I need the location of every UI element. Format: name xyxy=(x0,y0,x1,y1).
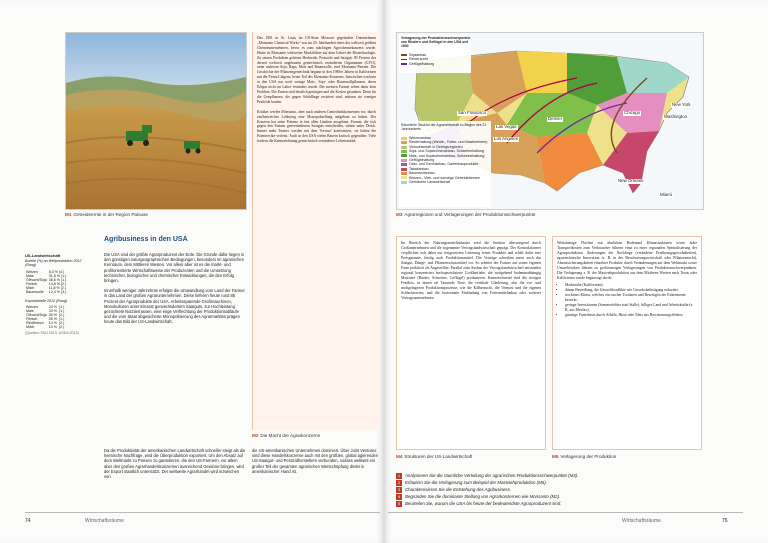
task-text: Begründen Sie die dominante Stellung von Agrarkonzernen wie Monsanto (M2). xyxy=(405,494,561,499)
city-label: New Orleans xyxy=(618,178,644,183)
sidebar-source: (Quellen: FAO 2013, USDA 2013) xyxy=(25,331,79,336)
city-label: Washington xyxy=(664,114,688,119)
task-number: 4 xyxy=(397,493,401,499)
map-caption xyxy=(396,212,702,217)
list-item: • Marktnähe (Kalifornien); xyxy=(565,283,697,288)
task-number: 1 xyxy=(397,472,401,478)
sidebar-subtitle: Anteile (%) an Weltproduktion 2012 (Rang) xyxy=(25,258,82,268)
table-cell: Mais xyxy=(26,273,34,278)
us-agriculture-map xyxy=(396,32,704,210)
table-cell: (2.) xyxy=(58,325,65,330)
table-cell: Milch xyxy=(26,285,35,290)
page-number: 75 xyxy=(722,518,728,524)
table-cell: 33 % xyxy=(48,309,57,314)
table-cell: (1.) xyxy=(58,309,65,314)
m2-source-box xyxy=(252,32,380,430)
m5-source-box xyxy=(552,236,702,450)
task-item xyxy=(396,479,702,486)
legend-item: Tabakanbau xyxy=(401,167,491,171)
legend-item: Geflügelhaltung xyxy=(401,158,491,162)
list-item: • geringe Investitionen (Sommerfelder statt Ställe), billiges Land und Arbeitskräfte (z. B. aus Mexiko); xyxy=(565,303,697,313)
list-item: • trockenes Klima, welches ein rascher Trocknen und Beseitigen der Exkremente bewirkt; xyxy=(565,293,697,303)
city-label: Los Angeles xyxy=(494,136,518,141)
legend-item: Obst- und Gemüsebau, Gartenbauprodukte xyxy=(401,162,491,166)
table-cell: Mais xyxy=(26,309,34,314)
right-page xyxy=(384,0,768,543)
task-text: Erläutern Sie die Verlagerung zum Beispiel der Mastviehproduktion (M5). xyxy=(405,480,547,485)
task-item xyxy=(396,493,702,500)
city-label: San Francisco xyxy=(458,110,487,115)
table-cell: 31,8 % (1.) xyxy=(48,273,67,278)
m5-caption xyxy=(552,454,702,459)
m2-caption xyxy=(252,433,380,438)
task-item xyxy=(396,472,702,479)
table-cell: Ölfrucht/Soja xyxy=(26,313,47,318)
section-title: Agribusiness in den USA xyxy=(104,236,188,243)
m5-bullets xyxy=(557,283,697,318)
table-cell: 30 % xyxy=(48,313,57,318)
table-cell: Baumwolle xyxy=(26,289,44,294)
paragraph: Innerhalb weniger Jahrzehnte erfolgte die Umwandlung vom Land der Farmer in das Land der großen Agrarunternehmen. Diese lieferen heute rund 85 Prozent der Agrarprodukte der USA. Arbeitssparende Großmaschinen, Monokulturen unter Einsatz genverändertem Saatguts, zur Hochleistung gezüchtete Nutztierrassen, eine enge Verflechtung der Produktionsabläufe und die vom Staat abgesicherte Monopolisierung des Agrarmarktes prägen heute das Bild der US-Landwirtschaft. xyxy=(104,288,245,325)
caption-number: M3 xyxy=(396,212,403,217)
stats-sidebar xyxy=(25,254,89,336)
caption-number: M2 xyxy=(252,433,259,438)
m5-text: Weiträumige Flächen mit ähnlichen Bodenund Klimastrukturen sowie hohe Transportkosten zum Verbraucher führten einst zu einer regionalen Spezialisierung der Agrarproduktion. Änderungen der Nachfrage (veränderte Ernährungsgewohnheiten), agrartechnische Innovation (z. B. in der Bewässerungswirtschaft oder Pflanzenzucht), Absatzsicherungsketten einzelner Produkte durch Veränderungen auf dem Weltmarkt sowie Umweltrisiken führten zu großräumigen Verlagerungen von Produktionsschwerpunkten. Die Verlagerung z. B. der Mastviehproduktion aus dem Mittleren Westen nach Texas oder Kalifornien wurde begünstigt durch: xyxy=(557,241,697,280)
caption-text: Strukturen der US-Landwirtschaft xyxy=(404,454,473,459)
city-label: New York xyxy=(672,102,691,107)
legend-item: Viehwirtschaft in Gebirgsregionen xyxy=(401,145,491,149)
main-text-col1 xyxy=(104,252,246,330)
city-label: Denver xyxy=(548,116,563,121)
task-item xyxy=(396,500,702,507)
table-cell: 10 % xyxy=(48,325,57,330)
map-title: Verlagerung der Produktionsschwerpunkte von Rindern und Geflügel in den USA seit 1930 xyxy=(401,36,471,48)
table-cell: Milch xyxy=(26,325,35,330)
table-cell: (2.) xyxy=(58,321,65,326)
task-list xyxy=(396,472,702,507)
caption-text: Agrarregionen und Verlagerungen der Produktionsschwerpunkte xyxy=(404,212,536,217)
caption-number: M5 xyxy=(552,454,559,459)
m4-caption xyxy=(396,454,546,459)
task-number: 2 xyxy=(397,479,401,485)
list-item: • dünne Besiedlung, die Umweltkonflikte wie Geruchsbelästigung reduziert; xyxy=(565,288,697,293)
m2-text-2: Kritiker werfen Monsanto, aber auch anderen Gentechnikkonzernen vor, durch einflussreiches Lobbying eine Monopolstellung aufgebaut zu haben. Der Konzern hat seine Präsenz in fast allen Ländern ausgebaut. Farmer, die sich gegen den Einsatz genveränderten Saatguts entscheiden, stehen unter Druck. Immer mehr Farmer werden mit dem Vorwurf konfrontiert, sie hätten die Patentrechte verletzt. Auch in den USA vielen Bauern kritisch gegenüber. Viele fordern die Kennzeichnung gentechnisch veränderter Lebensmittel. xyxy=(257,109,376,144)
caption-text: Getreideernte in der Region Palouse xyxy=(73,212,148,217)
main-text-col2-bottom: die US-amerikanischen Unternehmen dominiert. Über Joint Ventures sind diese Handelskonzerne auch mit den größten, global agierenden US-Saatgut- und Pestizidherstellern verbunden, sodass weltweit ein großer Teil der gesamten agrarischen Wertschöpfung direkt in amerikanischer Hand ist. xyxy=(252,448,379,474)
folio-title: Wirtschaftsräume xyxy=(85,518,124,524)
table-cell: Fleisch xyxy=(26,281,38,286)
map-legend xyxy=(401,136,491,184)
legend-item: Mais- und Sojabohnenanbau, Schweinehaltung xyxy=(401,154,491,158)
legend-item: Weizenanbau xyxy=(401,136,491,140)
m4-text: Im Bereich der Nahrungsmittelindustrie wird die Struktur überwiegend durch Großunternehmen und die sogenannte Vertragslandwirtschaft geprägt. Der Kontraktfarmer verpflichtet sich dabei zur festgesetzten Lieferung seiner Produkte und erhält dafür eine Preisgarantie, häufig auch Produktionsmittel. Die Verträge schreiben meist auch das Saatgut, Dünge- und Pflanzenschutzmittel vor. So arbeitet der Farmer auf seiner eigenen Farm praktisch als Angestellter. Parallel zum Ausbau der Vertragslandwirtschaft entstanden regional konzentriert hochspezialisierte Großbetriebe, die weitgehend bodenunabhängig Masttiere (Rinder, Schweine, Geflügel) produzieren. Kennzeichnend sind die riesigen Feedlots, in denen oft Tausende Tiere, die vertikale Gliederung, also die vor- und nachgelagerten Produktionsprozesse, wie die Kälberzucht, die Vermast und die eigenen Schlachtereien, und die horizontale Einbindung von Futtermittelanbau oder weiterer Vertragsunternehmen. xyxy=(401,241,541,300)
city-label: Miami xyxy=(660,192,672,197)
task-text: Charakterisieren Sie die Entstehung des Agribusiness. xyxy=(405,487,512,492)
table-cell: Rindfleisch xyxy=(26,321,44,326)
legend-item: Weizen-, Vieh- und sonstige Getreidefarmen xyxy=(401,176,491,180)
task-text: Beurteilen Sie, warum die USA bis heute der bedeutendste Agrarproduzent sind. xyxy=(405,501,562,506)
city-label: Chicago xyxy=(624,110,641,115)
city-label: Las Vegas xyxy=(496,124,517,129)
table-cell: (2.) xyxy=(58,313,65,318)
table-cell: 12,4 % (3.) xyxy=(48,289,67,294)
folio-title: Wirtschaftsräume xyxy=(622,518,661,524)
table-cell: 26 % xyxy=(48,317,57,322)
harvest-photo xyxy=(65,32,247,210)
task-number: 3 xyxy=(397,486,401,492)
m2-text: Das 1901 in St. Louis im US-Staat Missouri gegründete Unternehmen „Monsanto Chemical Works“ war im 20. Jahrhundert eines der weltweit größten Chemieunternehmen, bevor es zum mächtigen Agrochemiekonzern wurde. Heute ist Monsanto weltweiter Marktführer auf dem Gebiet der Biotechnologie. Zu seinen Produkten gehören Herbizide, Pestizide und Saatgut. 90 Prozent der derzeit weltweit angebauten gentechnisch veränderten Organismen (GVO), unter anderem Soja, Raps, Mais und Baumwolle, sind Monsanto-Patente. Die Geschichte der Pflanzengentechnik begann in den 1980er Jahren in Kalifornien mit der Firma Calgene, heute Teil des Monsanto-Konzerns. Inzwischen wachsen in den USA nur noch wenige Mais-, Soja- oder Baumwollpflanzen, deren Erbgut nicht im Labor verändert wurde. Die meisten Farmer sehen darin kein Problem. Die Ernten sind deutlich gestiegen und die Kosten gesunken. Denn für die Genpflanzen, die gegen Schädlinge resistent sind, müssen sie weniger Pestizide kaufen. xyxy=(257,36,376,104)
table-cell: 11,8 % (2.) xyxy=(48,285,67,290)
caption-text: Die Macht der Agrarkonzerne xyxy=(260,433,321,438)
table-cell: Ölfrucht/Soja xyxy=(26,277,47,282)
table-cell: Weizen xyxy=(26,305,38,310)
table-cell: 24 % xyxy=(48,305,57,310)
list-item: • günstige Futterbasis durch Alfalfa, Hirse oder Mais aus Bewässerungsfeldern. xyxy=(565,313,697,318)
task-text: Analysieren Sie die räumliche Verteilung der agrarischen Produktionsschwerpunkte (M3). xyxy=(405,473,579,478)
table-cell: Fleisch xyxy=(26,317,38,322)
legend-item: Soja- und Sojabohnenanbau, Schweinehaltung xyxy=(401,149,491,153)
table-cell: (1.) xyxy=(58,305,65,310)
photo-caption xyxy=(65,212,245,217)
caption-number: M4 xyxy=(396,454,403,459)
task-item xyxy=(396,486,702,493)
table-cell: 38,6 % (1.) xyxy=(48,277,67,282)
table-cell: 8,3 % (4.) xyxy=(48,269,65,274)
production-table xyxy=(25,270,67,294)
legend-item: Geflügelhaltung xyxy=(401,62,434,66)
m4-source-box xyxy=(396,236,546,450)
legend-item: Rinderhaltung (Weide-, Futter- und Mastbetriebe) xyxy=(401,140,491,144)
footer-rule xyxy=(25,512,380,513)
task-number: 5 xyxy=(397,500,401,506)
table-cell: (1.) xyxy=(58,317,65,322)
palouse-field-illustration xyxy=(66,33,246,209)
footer-rule xyxy=(388,512,743,513)
caption-number: M1 xyxy=(65,212,72,217)
map-legend-title: Räumliche Struktur der Agrarwirtschaft zu Beginn des 21. Jahrhunderts xyxy=(401,123,488,131)
table-cell: 14 % xyxy=(48,321,57,326)
map-legend-top xyxy=(401,53,434,66)
legend-item: Sojaanbau xyxy=(401,53,434,57)
legend-item: Rinderzucht xyxy=(401,57,434,61)
export-table xyxy=(25,305,65,329)
page-number: 74 xyxy=(25,518,31,524)
paragraph: Die USA sind der größte Agrarproduzent der Erde. Die Gründe dafür liegen in den günstigen naturgeographischen Bedingungen, besonders im agrarischen Kernraum, dem Mittleren Westen. Vor allem aber ist es die markt- und profitorientierte Wirtschaftsweise der Produzenten und die Umsetzung technischer, biologischer und chemischer Entwicklungen, die den Erfolg bringen. xyxy=(104,252,245,284)
sidebar-title: US-Landwirtschaft xyxy=(25,253,61,258)
legend-item: Gemischte Landwirtschaft xyxy=(401,180,491,184)
table-cell: Weizen xyxy=(26,269,38,274)
table-cell: 14,8 % (2.) xyxy=(48,281,67,286)
caption-text: Verlagerung der Produktion xyxy=(560,454,617,459)
main-text-col1-bottom: Da die Produktivität der amerikanischen Landwirtschaft schneller steigt als die heimische Nachfrage, wird die Überproduktion exportiert. Um den Absatz auf dem Weltmarkt zu Preisen zu garantieren, die den US-Farmern, vor allem aber den großen Agrarhandelskonzernen ausreichend Gewinne bringen, wird der Export staatlich unterstützt. Der weltweite Agrarhandel wird inzwischen von xyxy=(104,448,246,480)
sidebar-subtitle-2: Exportanteile 2012 (Rang) xyxy=(25,298,67,303)
legend-item: Baumwollanbau xyxy=(401,171,491,175)
